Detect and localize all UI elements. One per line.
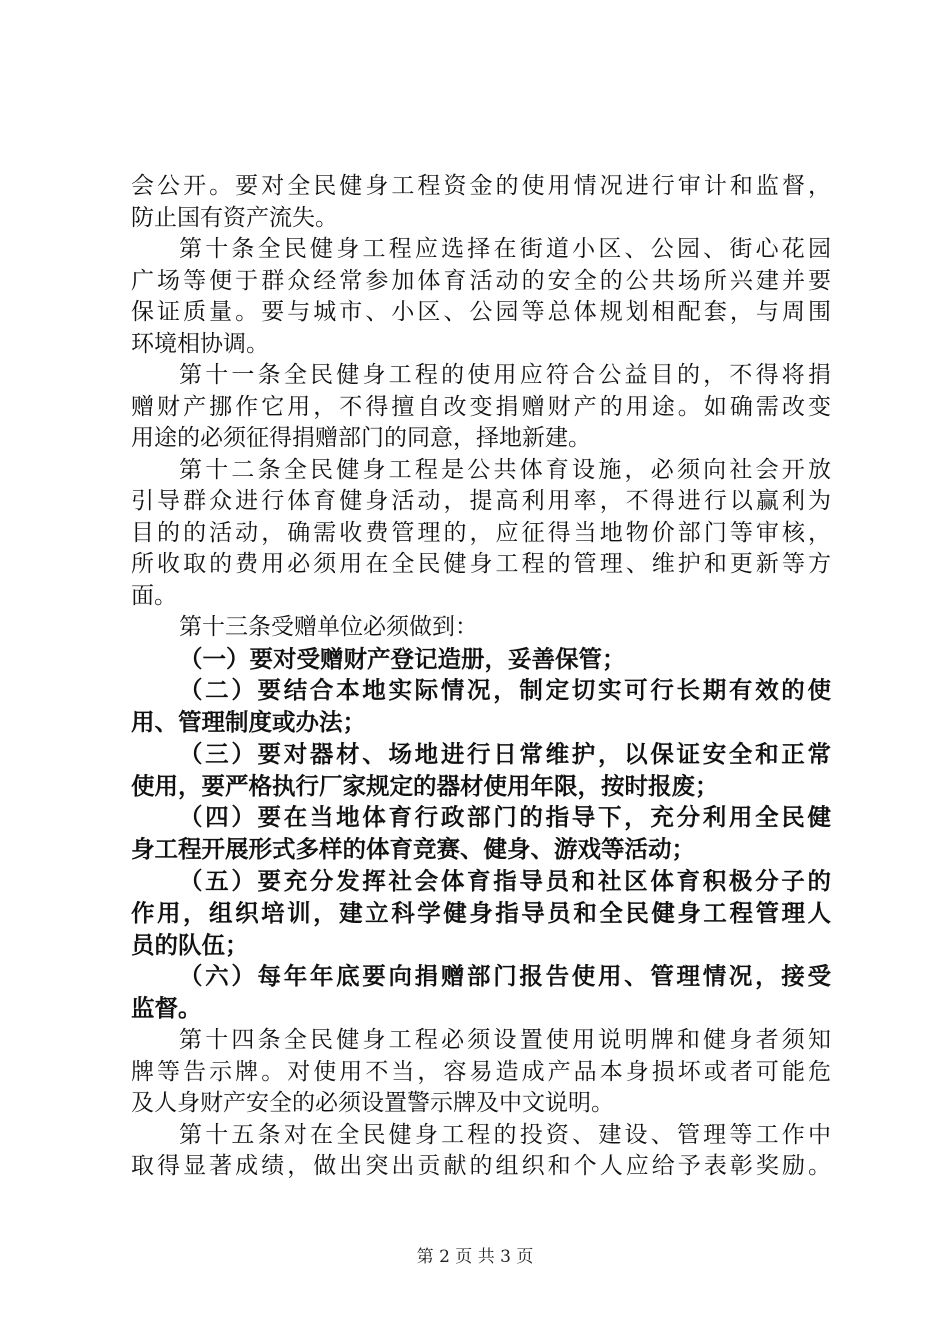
text-line: 及人身财产安全的必须设置警示牌及中文说明。 (131, 1090, 614, 1117)
list-item-4: （四）要在当地体育行政部门的指导下，充分利用全民健 (179, 803, 831, 832)
text-line: 防止国有资产流失。 (131, 204, 338, 231)
text-line: 取得显著成绩，做出突出贡献的组织和个人应给予表彰奖励。 (131, 1153, 831, 1180)
document-body (131, 171, 831, 1183)
text-line: 身工程开展形式多样的体育竞赛、健身、游戏等活动； (131, 835, 695, 864)
text-line: 引导群众进行体育健身活动，提高利用率，不得进行以赢利为 (131, 488, 831, 514)
article-10-line: 第十条全民健身工程应选择在街道小区、公园、街心花园 (179, 236, 831, 262)
article-11-line: 第十一条全民健身工程的使用应符合公益目的，不得将捐 (179, 362, 831, 388)
text-line: 会公开。要对全民健身工程资金的使用情况进行审计和监督， (131, 173, 831, 199)
text-line: 环境相协调。 (131, 330, 269, 357)
text-line: 牌等告示牌。对使用不当，容易造成产品本身损坏或者可能危 (131, 1058, 831, 1085)
page-number: 第 2 页 共 3 页 (416, 1247, 534, 1267)
list-item-2: （二）要结合本地实际情况，制定切实可行长期有效的使 (179, 676, 831, 705)
text-line: 保证质量。要与城市、小区、公园等总体规划相配套，与周围 (131, 299, 831, 325)
text-line: 所收取的费用必须用在全民健身工程的管理、维护和更新等方 (131, 551, 831, 577)
list-item-5: （五）要充分发挥社会体育指导员和社区体育积极分子的 (179, 867, 831, 896)
article-15-line: 第十五条对在全民健身工程的投资、建设、管理等工作中 (179, 1121, 831, 1148)
text-line: 监督。 (131, 994, 202, 1023)
text-line: 用、管理制度或办法； (131, 708, 366, 737)
text-line: 使用，要严格执行厂家规定的器材使用年限，按时报废； (131, 771, 719, 800)
text-line: 赠财产挪作它用，不得擅自改变捐赠财产的用途。如确需改变 (131, 393, 831, 420)
article-14-line: 第十四条全民健身工程必须设置使用说明牌和健身者须知 (179, 1027, 831, 1054)
list-item-6: （六）每年年底要向捐赠部门报告使用、管理情况，接受 (179, 962, 831, 991)
article-13-line: 第十三条受赠单位必须做到： (179, 614, 478, 640)
page-footer (0, 1242, 950, 1267)
list-item-1: （一）要对受赠财产登记造册，妥善保管； (179, 644, 626, 673)
text-line: 广场等便于群众经常参加体育活动的安全的公共场所兴建并要 (131, 267, 831, 294)
article-12-line: 第十二条全民健身工程是公共体育设施，必须向社会开放 (179, 456, 831, 483)
text-line: 员的队伍； (131, 930, 249, 959)
list-item-3: （三）要对器材、场地进行日常维护，以保证安全和正常 (179, 739, 831, 768)
text-line: 目的的活动，确需收费管理的，应征得当地物价部门等审核， (131, 519, 831, 546)
text-line: 作用，组织培训，建立科学健身指导员和全民健身工程管理人 (131, 898, 831, 927)
text-line: 用途的必须征得捐赠部门的同意，择地新建。 (131, 425, 591, 451)
text-line: 面。 (131, 582, 177, 609)
